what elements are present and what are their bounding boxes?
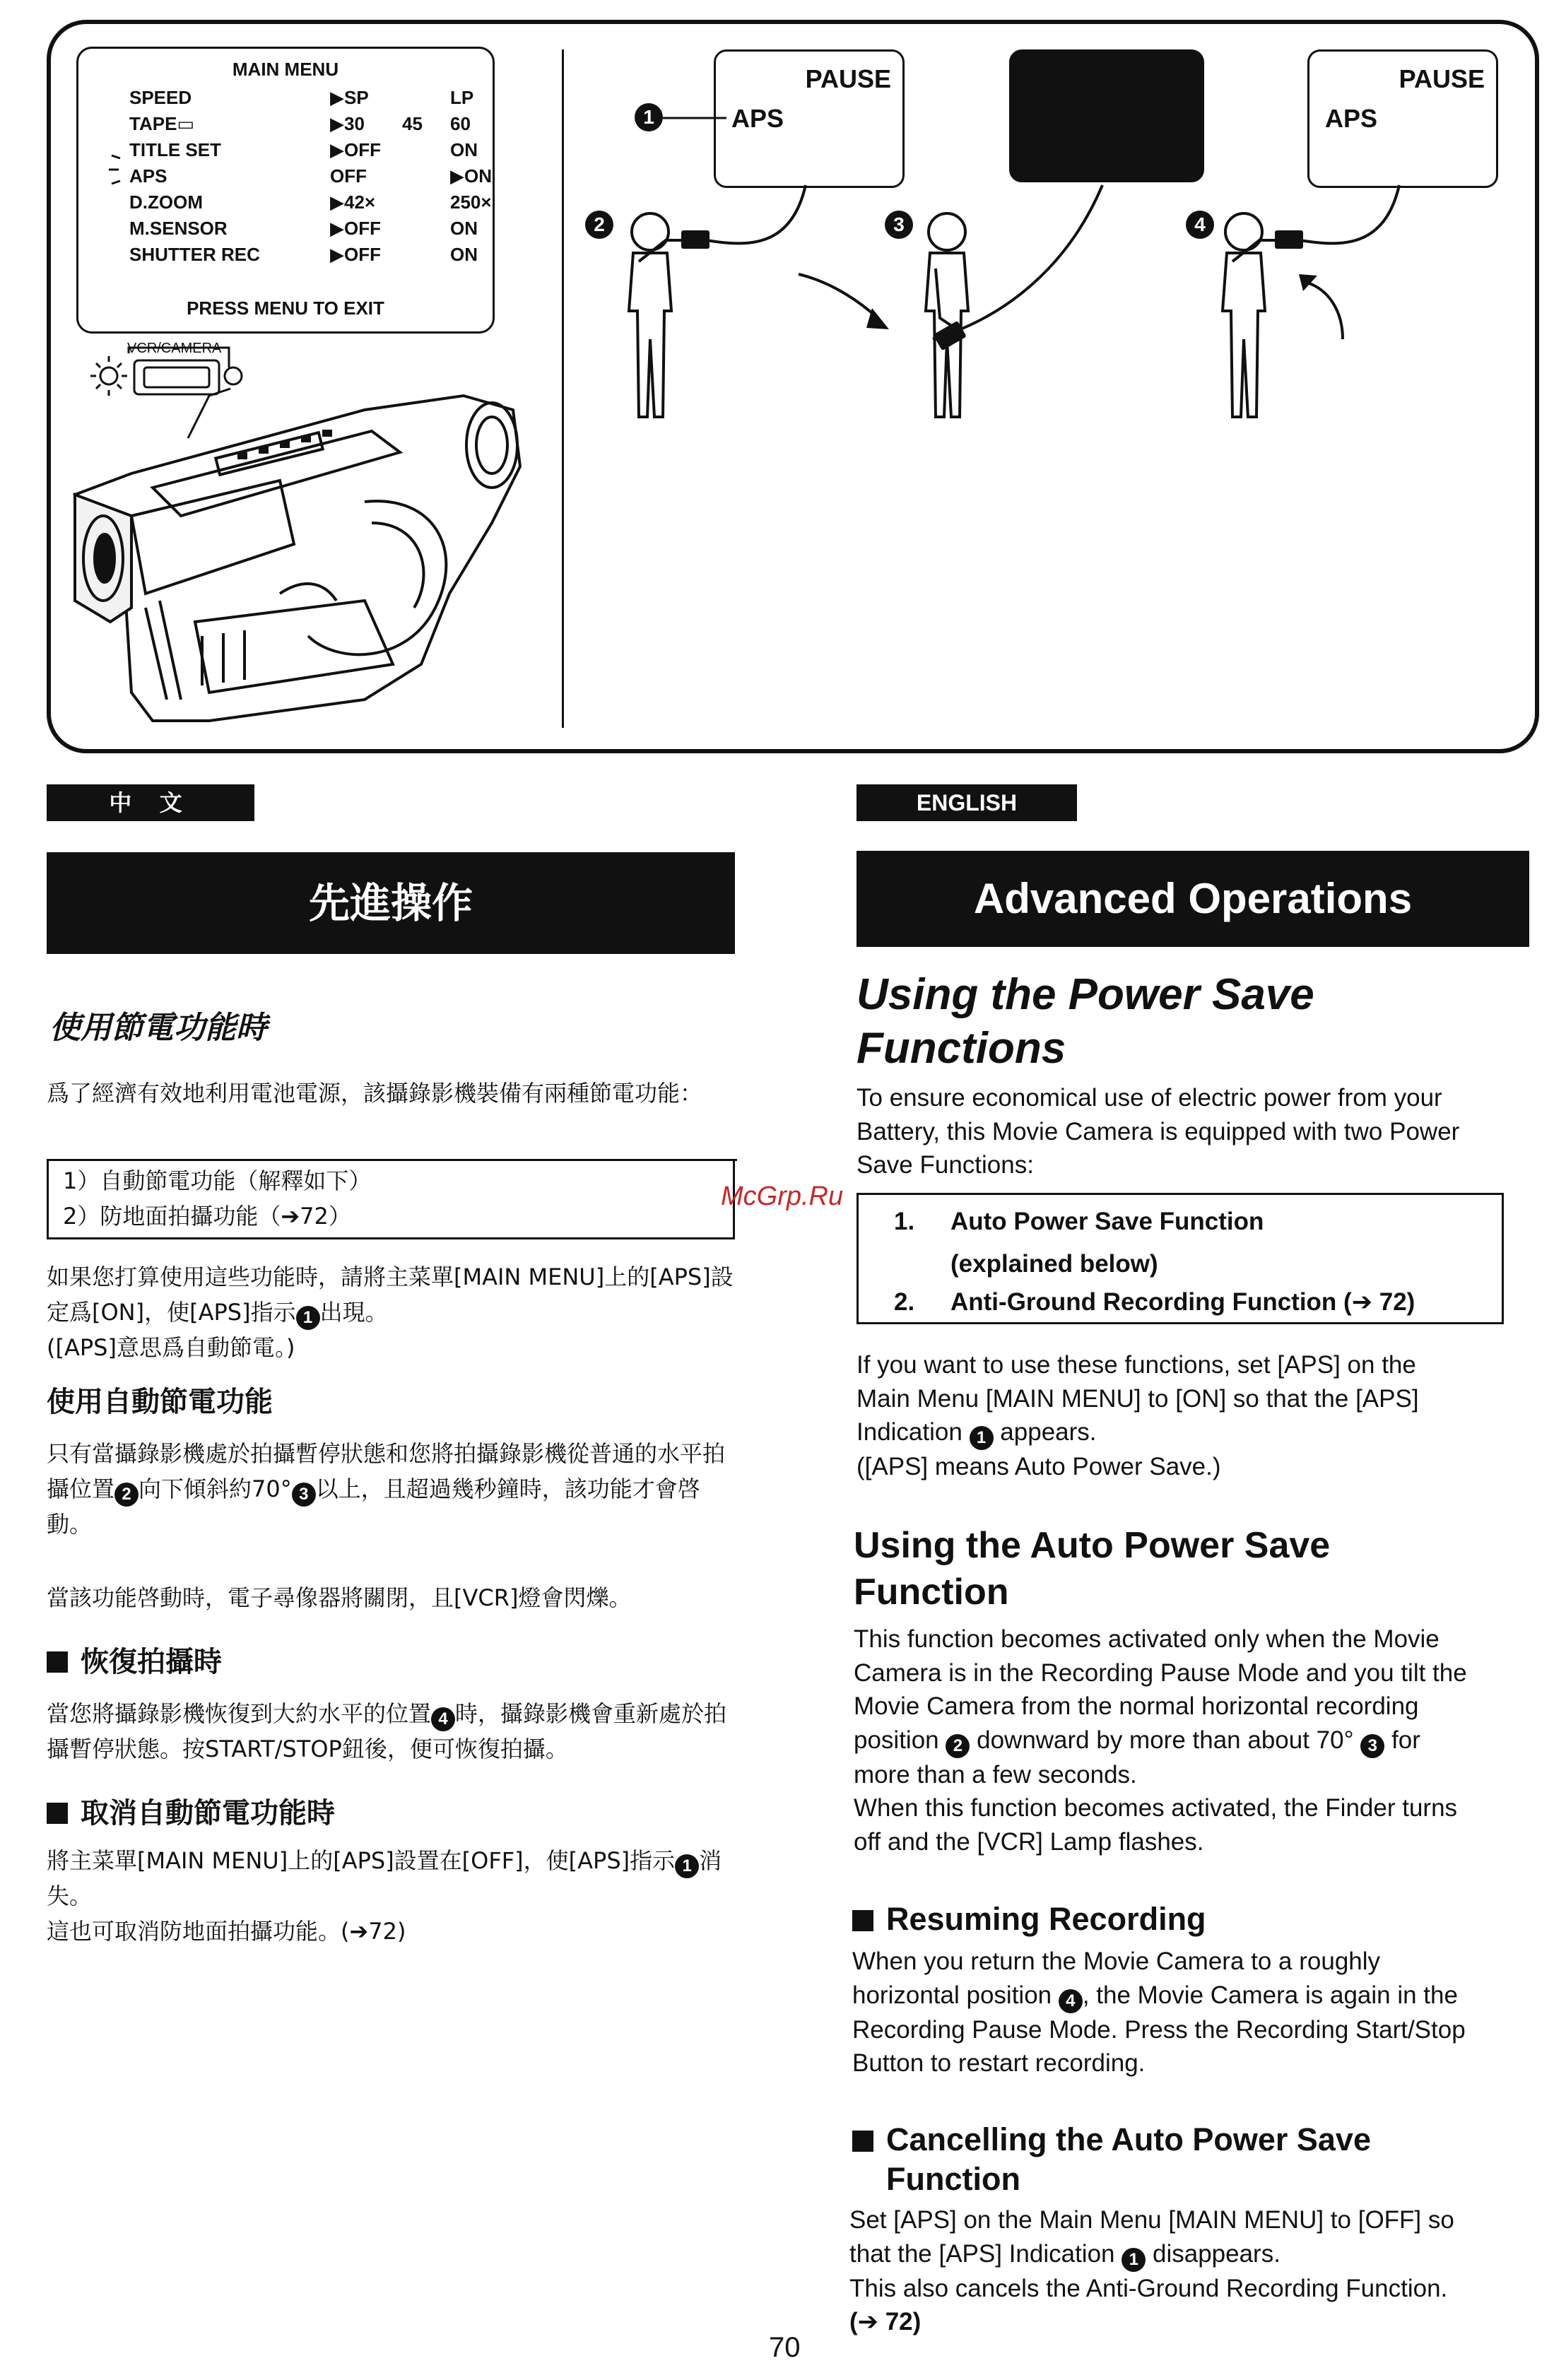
english-heading-power-save: Using the Power Save Functions xyxy=(856,970,1314,1073)
chinese-paragraph-4: 當您將攝錄影機恢復到大約水平的位置 4 時，攝錄影機會重新處於拍攝暫停狀態。按START/STOP鈕後，便可恢復拍攝。 xyxy=(47,1700,727,1762)
finder-screen-pause-aps xyxy=(714,49,905,188)
english-heading-auto-power-save: Using the Auto Power Save Function xyxy=(854,1525,1331,1613)
main-menu-display xyxy=(76,47,495,334)
finder-screen-pause-aps-restored xyxy=(1307,49,1498,188)
menu-row-dzoom: D.ZOOM ▶42× 250× xyxy=(129,192,492,213)
marker-3: 3 xyxy=(885,211,913,239)
aps-flash-marks xyxy=(106,148,134,198)
english-heading-resume: Resuming Recording xyxy=(852,1899,1206,1939)
chinese-heading-power-save: 使用節電功能時 xyxy=(49,1010,267,1046)
english-list-item-2: 2. Anti-Ground Recording Function (➔ 72) xyxy=(894,1288,1415,1316)
chinese-heading-cancel: 取消自動節電功能時 xyxy=(47,1791,335,1831)
finder-screen-off xyxy=(1009,49,1204,182)
chinese-list-item-1: 1）自動節電功能（解釋如下） xyxy=(63,1167,372,1194)
watermark: McGrp.Ru xyxy=(721,1182,844,1211)
marker-1-inline: 1 xyxy=(675,1854,699,1878)
list-top-rule xyxy=(49,1159,737,1161)
chinese-paragraph-3: 當該功能啓動時，電子尋像器將關閉，且[VCR]燈會閃爍。 xyxy=(47,1584,632,1611)
marker-3-inline: 3 xyxy=(292,1483,316,1507)
pause-indicator: PAUSE xyxy=(1399,64,1485,93)
marker-4: 4 xyxy=(1186,211,1214,239)
menu-exit-hint: PRESS MENU TO EXIT xyxy=(187,298,384,319)
english-intro: To ensure economical use of electric power from your Battery, this Movie Camera is equipped with two Power Save Functions: xyxy=(856,1084,1460,1179)
english-paragraph-1: If you want to use these functions, set [APS] on the Main Menu [MAIN MENU] to [ON] so that the [APS] Indication 1 appears. ([APS] means Auto Power Save.) xyxy=(856,1351,1419,1480)
english-function-list xyxy=(856,1193,1504,1324)
pause-indicator: PAUSE xyxy=(805,64,891,93)
chinese-banner-title: 先進操作 xyxy=(47,852,735,954)
chinese-intro: 爲了經濟有效地利用電池電源，該攝錄影機裝備有兩種節電功能： xyxy=(47,1080,703,1107)
chinese-function-list xyxy=(47,1159,735,1239)
page-number: 70 xyxy=(769,2332,801,2363)
chinese-heading-auto-power-save: 使用自動節電功能 xyxy=(47,1386,273,1418)
marker-1-inline: 1 xyxy=(296,1306,320,1330)
marker-2-inline: 2 xyxy=(114,1483,139,1507)
chinese-section-tab: 中 文 xyxy=(47,784,254,821)
illustration-divider xyxy=(562,49,564,728)
chinese-list-item-2: 2）防地面拍攝功能（➔72） xyxy=(63,1203,351,1230)
marker-2-inline: 2 xyxy=(946,1734,970,1758)
english-heading-cancel: Cancelling the Auto Power Save Function xyxy=(852,2120,1371,2199)
vcr-camera-switch-label: VCR/CAMERA xyxy=(127,341,222,356)
menu-row-tape: TAPE▭ ▶30 45 60 xyxy=(129,113,471,134)
marker-1: 1 xyxy=(635,103,663,131)
menu-row-title-set: TITLE SET ▶OFF ON xyxy=(129,139,478,160)
marker-4-inline: 4 xyxy=(1059,1989,1083,2013)
marker-4-inline: 4 xyxy=(431,1707,455,1731)
square-bullet xyxy=(852,1910,873,1931)
chinese-paragraph-5: 將主菜單[MAIN MENU]上的[APS]設置在[OFF]，使[APS]指示 1 消失。 這也可取消防地面拍攝功能。(➔72) xyxy=(47,1847,722,1945)
square-bullet xyxy=(47,1803,68,1824)
english-paragraph-4: Set [APS] on the Main Menu [MAIN MENU] to [OFF] so that the [APS] Indication 1 disappears. This also cancels the Anti-Ground Recording Function. (➔ 72) xyxy=(849,2206,1454,2335)
square-bullet xyxy=(47,1651,68,1673)
main-menu-title: MAIN MENU xyxy=(232,59,339,80)
camcorder-illustration xyxy=(68,367,534,735)
marker-1-inline: 1 xyxy=(1121,2248,1146,2272)
menu-row-msensor: M.SENSOR ▶OFF ON xyxy=(129,218,478,239)
english-banner-title: Advanced Operations xyxy=(856,851,1529,947)
english-paragraph-3: When you return the Movie Camera to a roughly horizontal position 4 , the Movie Camera is again in the Recording Pause Mode. Press the Recording Start/Stop Button to restart recording. xyxy=(852,1948,1466,2077)
marker-1-inline: 1 xyxy=(970,1426,994,1450)
square-bullet xyxy=(852,2131,873,2152)
marker-3-inline: 3 xyxy=(1360,1734,1384,1758)
menu-row-speed: SPEED ▶SP LP xyxy=(129,87,474,108)
tilt-sequence-illustration xyxy=(608,170,1512,438)
aps-indicator: APS xyxy=(731,104,784,133)
chinese-paragraph-2: 只有當攝錄影機處於拍攝暫停狀態和您將拍攝錄影機從普通的水平拍攝位置 2 向下傾斜約70° 3 以上，且超過幾秒鐘時，該功能才會啓動。 xyxy=(47,1440,726,1538)
chinese-paragraph-1: 如果您打算使用這些功能時，請將主菜單[MAIN MENU]上的[APS]設定爲[ON]，使[APS]指示 1 出現。 ([APS]意思爲自動節電。) xyxy=(47,1263,734,1361)
menu-row-aps: APS OFF ▶ON xyxy=(129,165,492,187)
aps-indicator: APS xyxy=(1325,104,1378,133)
english-section-tab: ENGLISH xyxy=(856,784,1077,821)
chinese-heading-resume: 恢復拍攝時 xyxy=(47,1639,222,1680)
english-list-item-1: 1. Auto Power Save Function (explained below) xyxy=(894,1208,1264,1278)
english-paragraph-2: This function becomes activated only when the Movie Camera is in the Recording Pause Mode and you tilt the Movie Camera from the normal horizontal recording position 2 downward by more than about 70° 3 for more than a few seconds. When this function becomes activated, the Finder turns off and the [VCR] Lamp flashes. xyxy=(854,1625,1467,1856)
menu-row-shutter-rec: SHUTTER REC ▶OFF ON xyxy=(129,244,478,265)
marker-2: 2 xyxy=(585,211,613,239)
marker-1-leader-line xyxy=(663,116,726,120)
